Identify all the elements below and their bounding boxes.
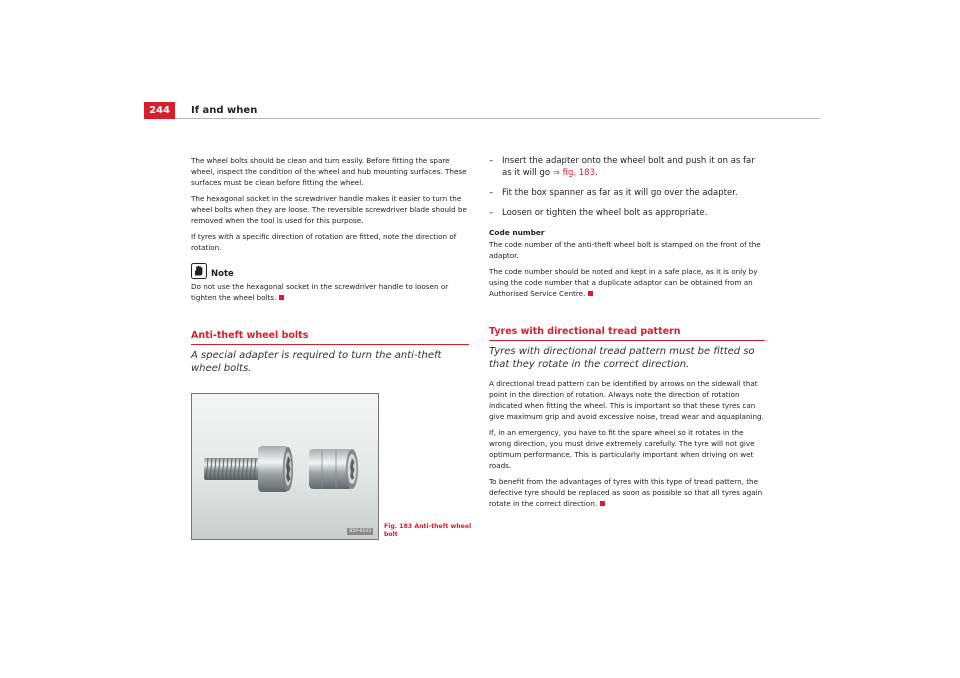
step-dash: –: [489, 156, 494, 166]
step-dash: –: [489, 188, 494, 198]
anti-theft-bolt-figure: [191, 393, 379, 540]
left-column: [191, 155, 469, 375]
page-number: 244: [144, 102, 175, 119]
left-paragraph-2: The hexagonal socket in the screwdriver handle makes it easier to turn the wheel bolts when they are loose. The reversible screwdriver blade should be removed when the tool is used for this purpose.: [191, 194, 467, 225]
header-divider: [175, 118, 820, 119]
end-of-section-marker: [279, 295, 284, 300]
step-item: [489, 155, 765, 179]
figure-reference-link[interactable]: ⇒ fig. 183: [552, 168, 595, 178]
anti-theft-subtitle: A special adapter is required to turn the anti-theft wheel bolts.: [191, 350, 442, 374]
step-text: Insert the adapter onto the wheel bolt and push it on as far as it will go: [502, 156, 755, 178]
code-number-paragraph-2-block: [489, 266, 765, 299]
tread-paragraph-3-block: [489, 476, 765, 509]
note-title: Note: [211, 269, 234, 279]
right-column: [489, 155, 765, 514]
note-text-block: [191, 281, 469, 303]
note-header: [191, 263, 469, 279]
note-text: Do not use the hexagonal socket in the screwdriver handle to loosen or tighten the wheel bolts.: [191, 282, 449, 302]
directional-tread-heading: Tyres with directional tread pattern: [489, 326, 765, 341]
figure-caption: Fig. 183 Anti-theft wheel bolt: [384, 523, 472, 538]
tread-paragraph-1: A directional tread pattern can be identified by arrows on the sidewall that point in the direction of rotation. Always note the direction of rotation indicated when fitting the wheel. This is important so that these tyres can give maximum grip and avoid excessive noise, tread wear and aquaplaning.: [489, 379, 764, 421]
step-dash: –: [489, 208, 494, 218]
end-of-section-marker: [600, 501, 605, 506]
step-text-block: [502, 155, 765, 179]
step-text: Loosen or tighten the wheel bolt as appropriate.: [502, 208, 708, 218]
code-number-heading: Code number: [489, 228, 545, 237]
directional-tread-subtitle: Tyres with directional tread pattern must be fitted so that they rotate in the correct direction.: [489, 346, 755, 370]
code-number-paragraph-1: The code number of the anti-theft wheel bolt is stamped on the front of the adaptor.: [489, 240, 761, 260]
anti-theft-heading: Anti-theft wheel bolts: [191, 330, 469, 345]
note-hand-icon: [191, 263, 207, 279]
step-text: Fit the box spanner as far as it will go over the adapter.: [502, 188, 738, 198]
bolt-and-adapter-illustration: [192, 394, 379, 540]
step-text-end: .: [594, 168, 598, 178]
step-item: [489, 207, 765, 219]
end-of-section-marker: [588, 291, 593, 296]
figure-code: B5P-0103: [349, 529, 371, 534]
left-paragraph-1: The wheel bolts should be clean and turn easily. Before fitting the spare wheel, inspect the condition of the wheel and hub mounting surfaces. These surfaces must be clean before fitting the wheel.: [191, 156, 467, 187]
tread-paragraph-3: To benefit from the advantages of tyres with this type of tread pattern, the defective tyre should be replaced as soon as possible so that all tyres again rotate in the correct direction.: [489, 477, 763, 508]
tread-paragraph-2: If, in an emergency, you have to fit the spare wheel so it rotates in the wrong direction, you must drive extremely carefully. The tyre will not give optimum performance. This is particularly important when driving on wet roads.: [489, 428, 755, 470]
code-number-paragraph-2: The code number should be noted and kept in a safe place, as it is only by using the code number that a duplicate adaptor can be obtained from an Authorised Service Centre.: [489, 267, 758, 298]
page-header-title: If and when: [191, 105, 258, 116]
step-item: [489, 187, 765, 199]
left-paragraph-3: If tyres with a specific direction of rotation are fitted, note the direction of rotation.: [191, 232, 457, 252]
